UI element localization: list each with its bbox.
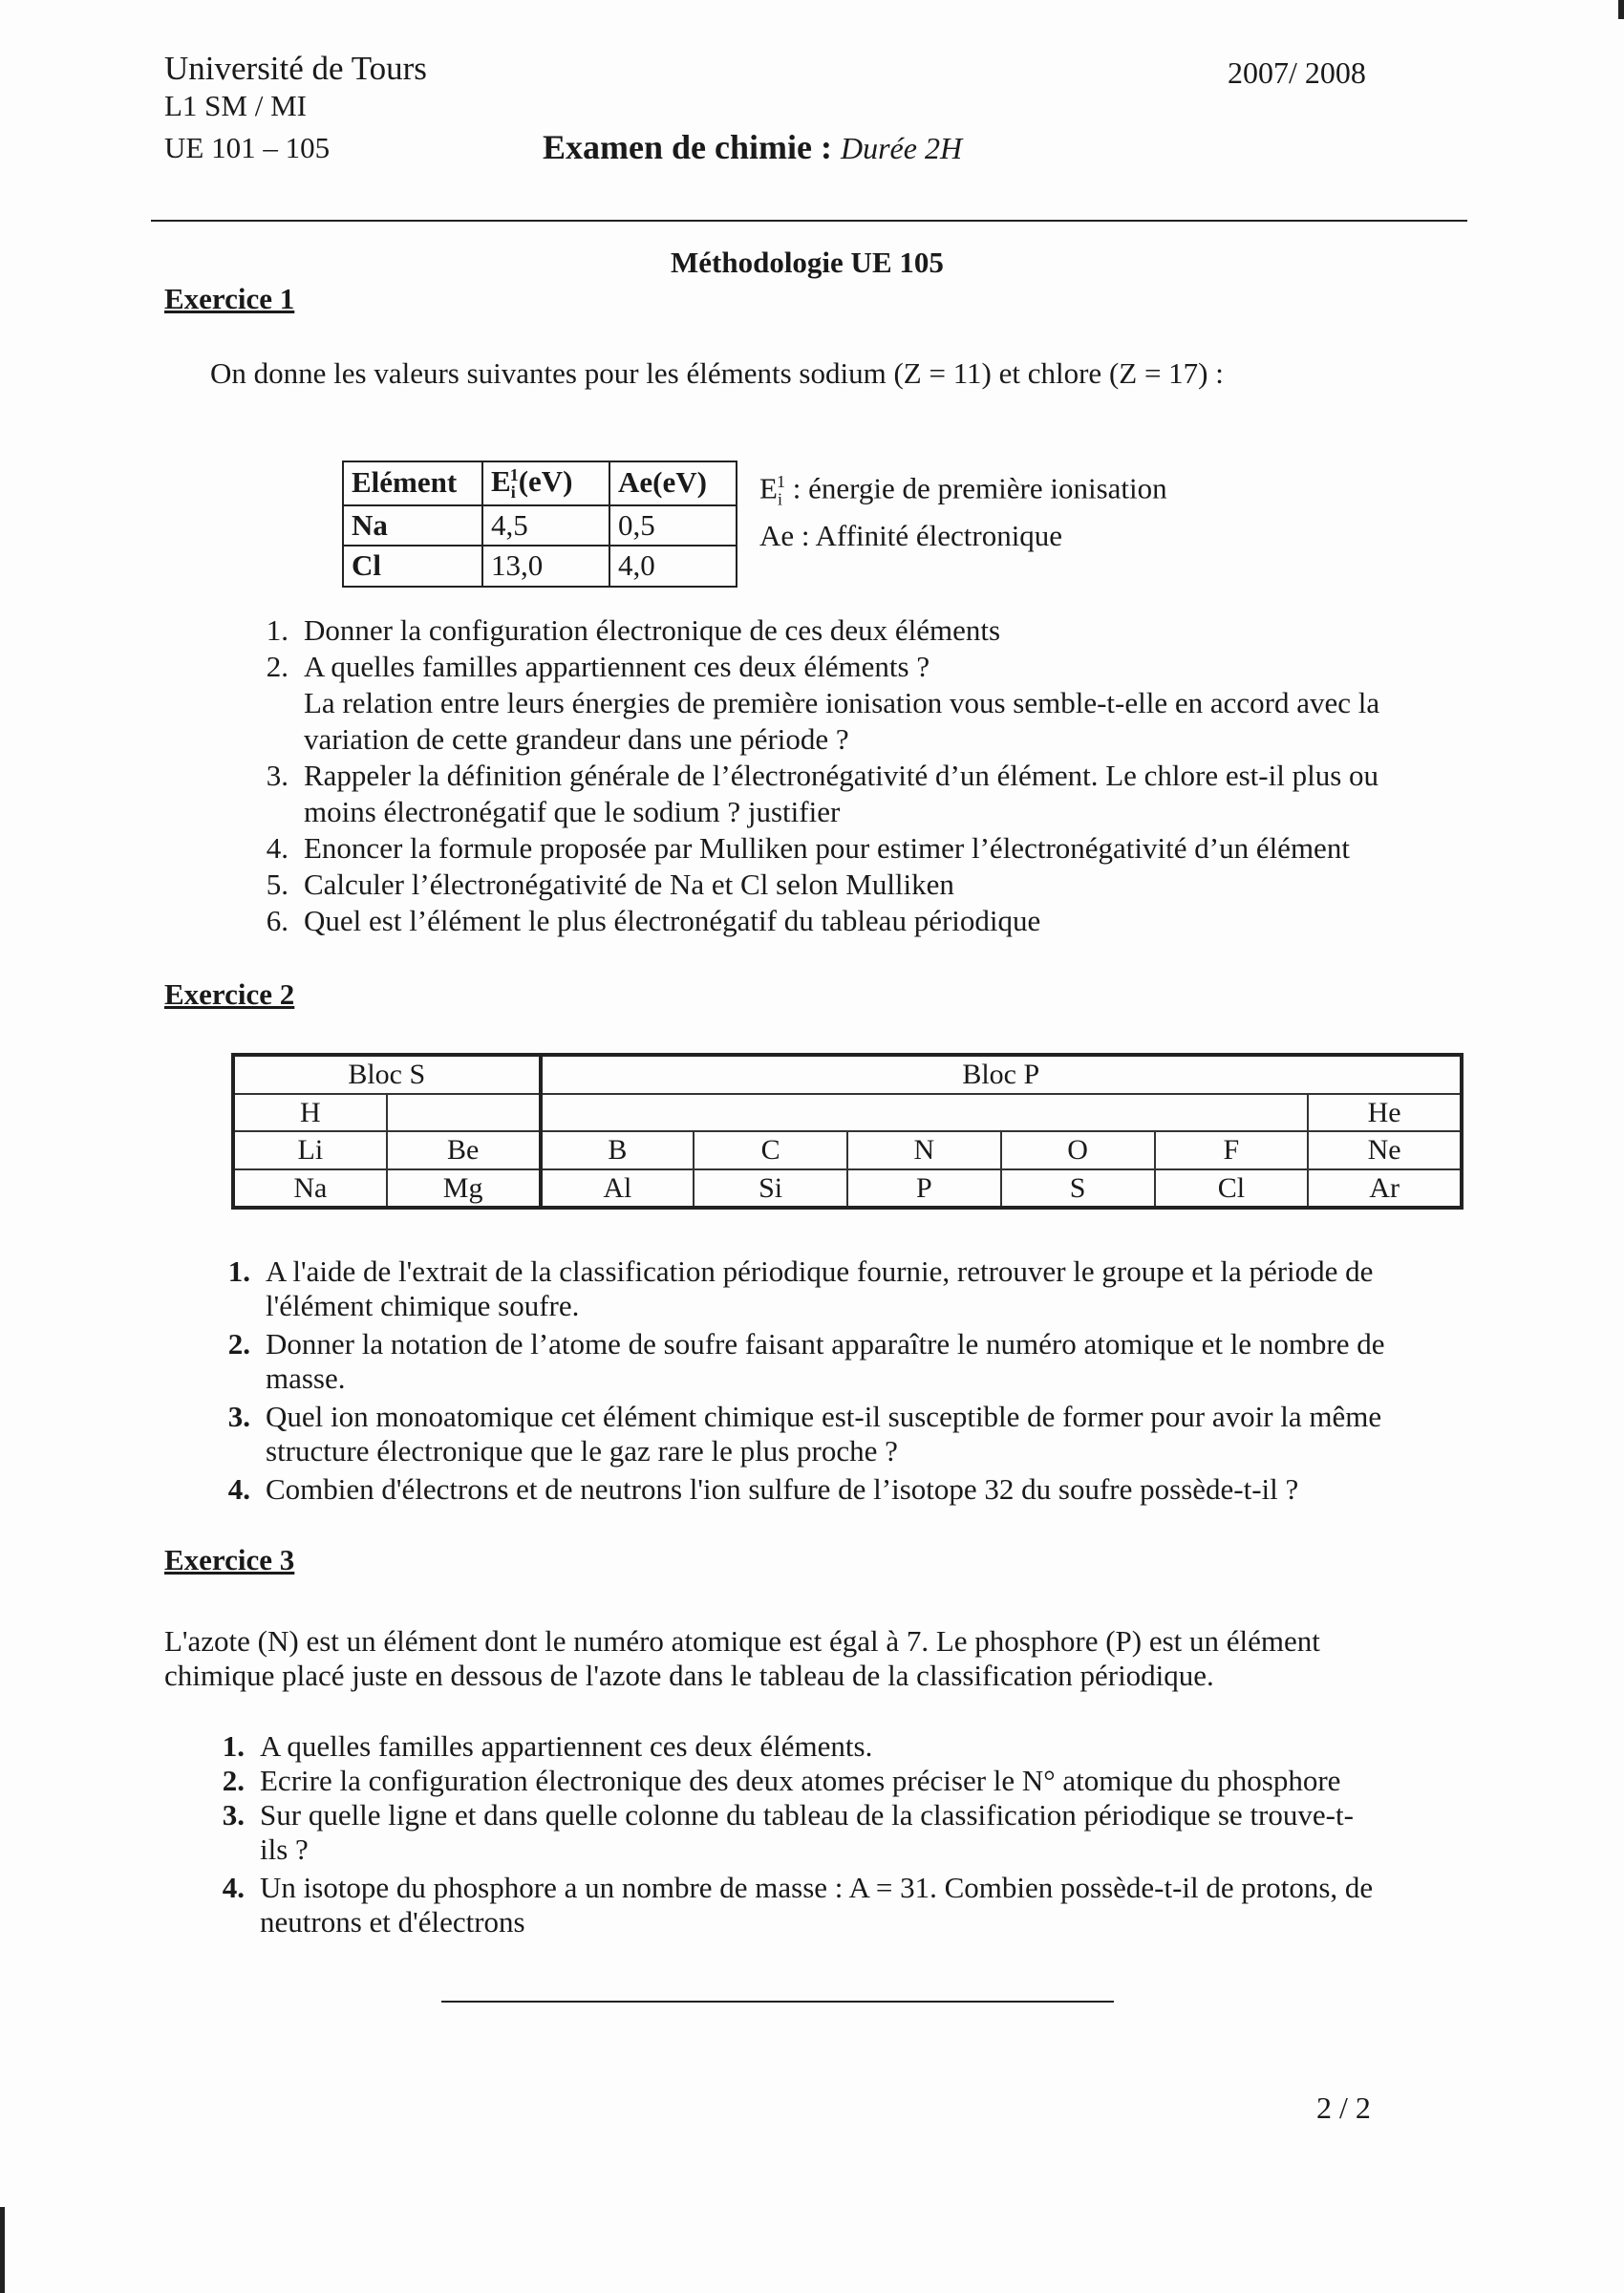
cell-electron-affinity: 4,0: [609, 546, 737, 587]
exercise-2-heading: Exercice 2: [164, 977, 295, 1011]
exercise-1-heading: Exercice 1: [164, 282, 295, 315]
exam-duration: Durée 2H: [840, 131, 963, 165]
question-item: 4. Combien d'électrons et de neutrons l'ion sulfure de l’isotope 32 du soufre possède-t-il ?: [227, 1472, 1299, 1506]
element-cell: Be: [387, 1131, 541, 1169]
element-cell: N: [847, 1131, 1001, 1169]
element-cell: He: [1308, 1094, 1462, 1132]
element-cell: Ne: [1308, 1131, 1462, 1169]
element-cell: Na: [233, 1169, 387, 1209]
header-element: Elément: [343, 461, 482, 505]
periodic-table-extract: [231, 1053, 1464, 1210]
cell-element: Na: [343, 505, 482, 546]
cell-electron-affinity: 0,5: [609, 505, 737, 546]
exam-title-separator: :: [811, 128, 841, 166]
period-row: [233, 1131, 1462, 1169]
empty-cell: [541, 1094, 1309, 1132]
question-item: 1. A l'aide de l'extrait de la classification périodique fournie, retrouver le groupe et la période de l'élément chimique soufre.: [227, 1254, 1374, 1322]
exercise-1-questions: [256, 612, 1498, 939]
header-university: Université de Tours: [164, 50, 427, 87]
exercise-2-questions: [218, 1254, 1488, 1507]
exercise-3-questions: [212, 1729, 1488, 1939]
block-header-row: [233, 1055, 1462, 1094]
header-divider: [151, 220, 1467, 222]
exercise-3-heading: Exercice 3: [164, 1543, 295, 1576]
element-cell: P: [847, 1169, 1001, 1209]
bloc-p-label: Bloc P: [541, 1055, 1463, 1094]
legend-affinity: Ae : Affinité électronique: [759, 518, 1063, 552]
scan-edge-mark: [0, 2207, 5, 2293]
header-electron-affinity: Ae(eV): [609, 461, 737, 505]
cell-element: Cl: [343, 546, 482, 587]
element-cell: B: [541, 1131, 694, 1169]
header-year: 2007/ 2008: [1228, 55, 1366, 90]
question-item: 1. Donner la configuration électronique de ces deux éléments: [266, 613, 1001, 647]
element-cell: Al: [541, 1169, 694, 1209]
element-cell: Mg: [387, 1169, 541, 1209]
header-ue: UE 101 – 105: [164, 131, 331, 164]
element-cell: S: [1001, 1169, 1155, 1209]
element-cell: Si: [694, 1169, 847, 1209]
bloc-s-label: Bloc S: [233, 1055, 541, 1094]
question-item: 2. A quelles familles appartiennent ces deux éléments ? La relation entre leurs énergies de première ionisation vous semble-t-elle en accord avec la variation de cette grandeur dans une période ?: [266, 650, 1380, 756]
element-cell: [387, 1094, 541, 1132]
element-cell: C: [694, 1131, 847, 1169]
question-item: 3. Quel ion monoatomique cet élément chimique est-il susceptible de former pour avoir la même structure électronique que le gaz rare le plus proche ?: [227, 1400, 1382, 1468]
table-row: [343, 505, 737, 546]
question-item: 3. Sur quelle ligne et dans quelle colonne du tableau de la classification périodique se trouve-t- ils ?: [222, 1798, 1354, 1866]
header-level: L1 SM / MI: [164, 89, 307, 122]
element-cell: H: [233, 1094, 387, 1132]
exam-title: [543, 126, 962, 169]
legend-ionisation: $E_i^1$ : énergie de première ionisation: [759, 471, 1167, 509]
period-row: [233, 1094, 1462, 1132]
header-ionisation-energy: $E_i^1(eV)$: [482, 461, 609, 505]
page-number: 2 / 2: [1316, 2090, 1371, 2125]
scan-edge-mark: [1618, 0, 1624, 19]
exercise-1-intro: On donne les valeurs suivantes pour les éléments sodium (Z = 11) et chlore (Z = 17) :: [210, 356, 1224, 390]
question-item: 4. Enoncer la formule proposée par Mulliken pour estimer l’électronégativité d’un élément: [266, 831, 1350, 865]
question-item: 3. Rappeler la définition générale de l’électronégativité d’un élément. Le chlore est-il plus ou moins électronégatif que le sodium ? justifier: [266, 759, 1379, 828]
exam-title-text: Examen de chimie: [543, 128, 812, 166]
table-header-row: [343, 461, 737, 505]
subtitle: Méthodologie UE 105: [671, 246, 944, 279]
properties-table: [342, 461, 737, 588]
cell-ionisation-energy: 13,0: [482, 546, 609, 587]
question-item: 1. A quelles familles appartiennent ces deux éléments.: [222, 1729, 873, 1763]
element-cell: O: [1001, 1131, 1155, 1169]
cell-ionisation-energy: 4,5: [482, 505, 609, 546]
element-cell: Ar: [1308, 1169, 1462, 1209]
end-divider: [441, 2001, 1114, 2003]
element-cell: Li: [233, 1131, 387, 1169]
question-item: 2. Donner la notation de l’atome de soufre faisant apparaître le numéro atomique et le nombre de masse.: [227, 1327, 1385, 1395]
question-item: 5. Calculer l’électronégativité de Na et Cl selon Mulliken: [266, 868, 954, 901]
period-row: [233, 1169, 1462, 1209]
table-row: [343, 546, 737, 587]
exercise-3-intro: L'azote (N) est un élément dont le numéro atomique est égal à 7. Le phosphore (P) est un élément chimique placé juste en dessous de l'azote dans le tableau de la classification périodique.: [164, 1624, 1320, 1692]
element-cell: F: [1155, 1131, 1309, 1169]
question-item: 2. Ecrire la configuration électronique des deux atomes préciser le N° atomique du phosphore: [222, 1764, 1341, 1797]
table-legend: [759, 464, 1167, 553]
question-item: 6. Quel est l’élément le plus électronégatif du tableau périodique: [266, 904, 1041, 937]
question-item: 4. Un isotope du phosphore a un nombre de masse : A = 31. Combien possède-t-il de protons, de neutrons et d'électrons: [222, 1871, 1374, 1939]
element-cell: Cl: [1155, 1169, 1309, 1209]
